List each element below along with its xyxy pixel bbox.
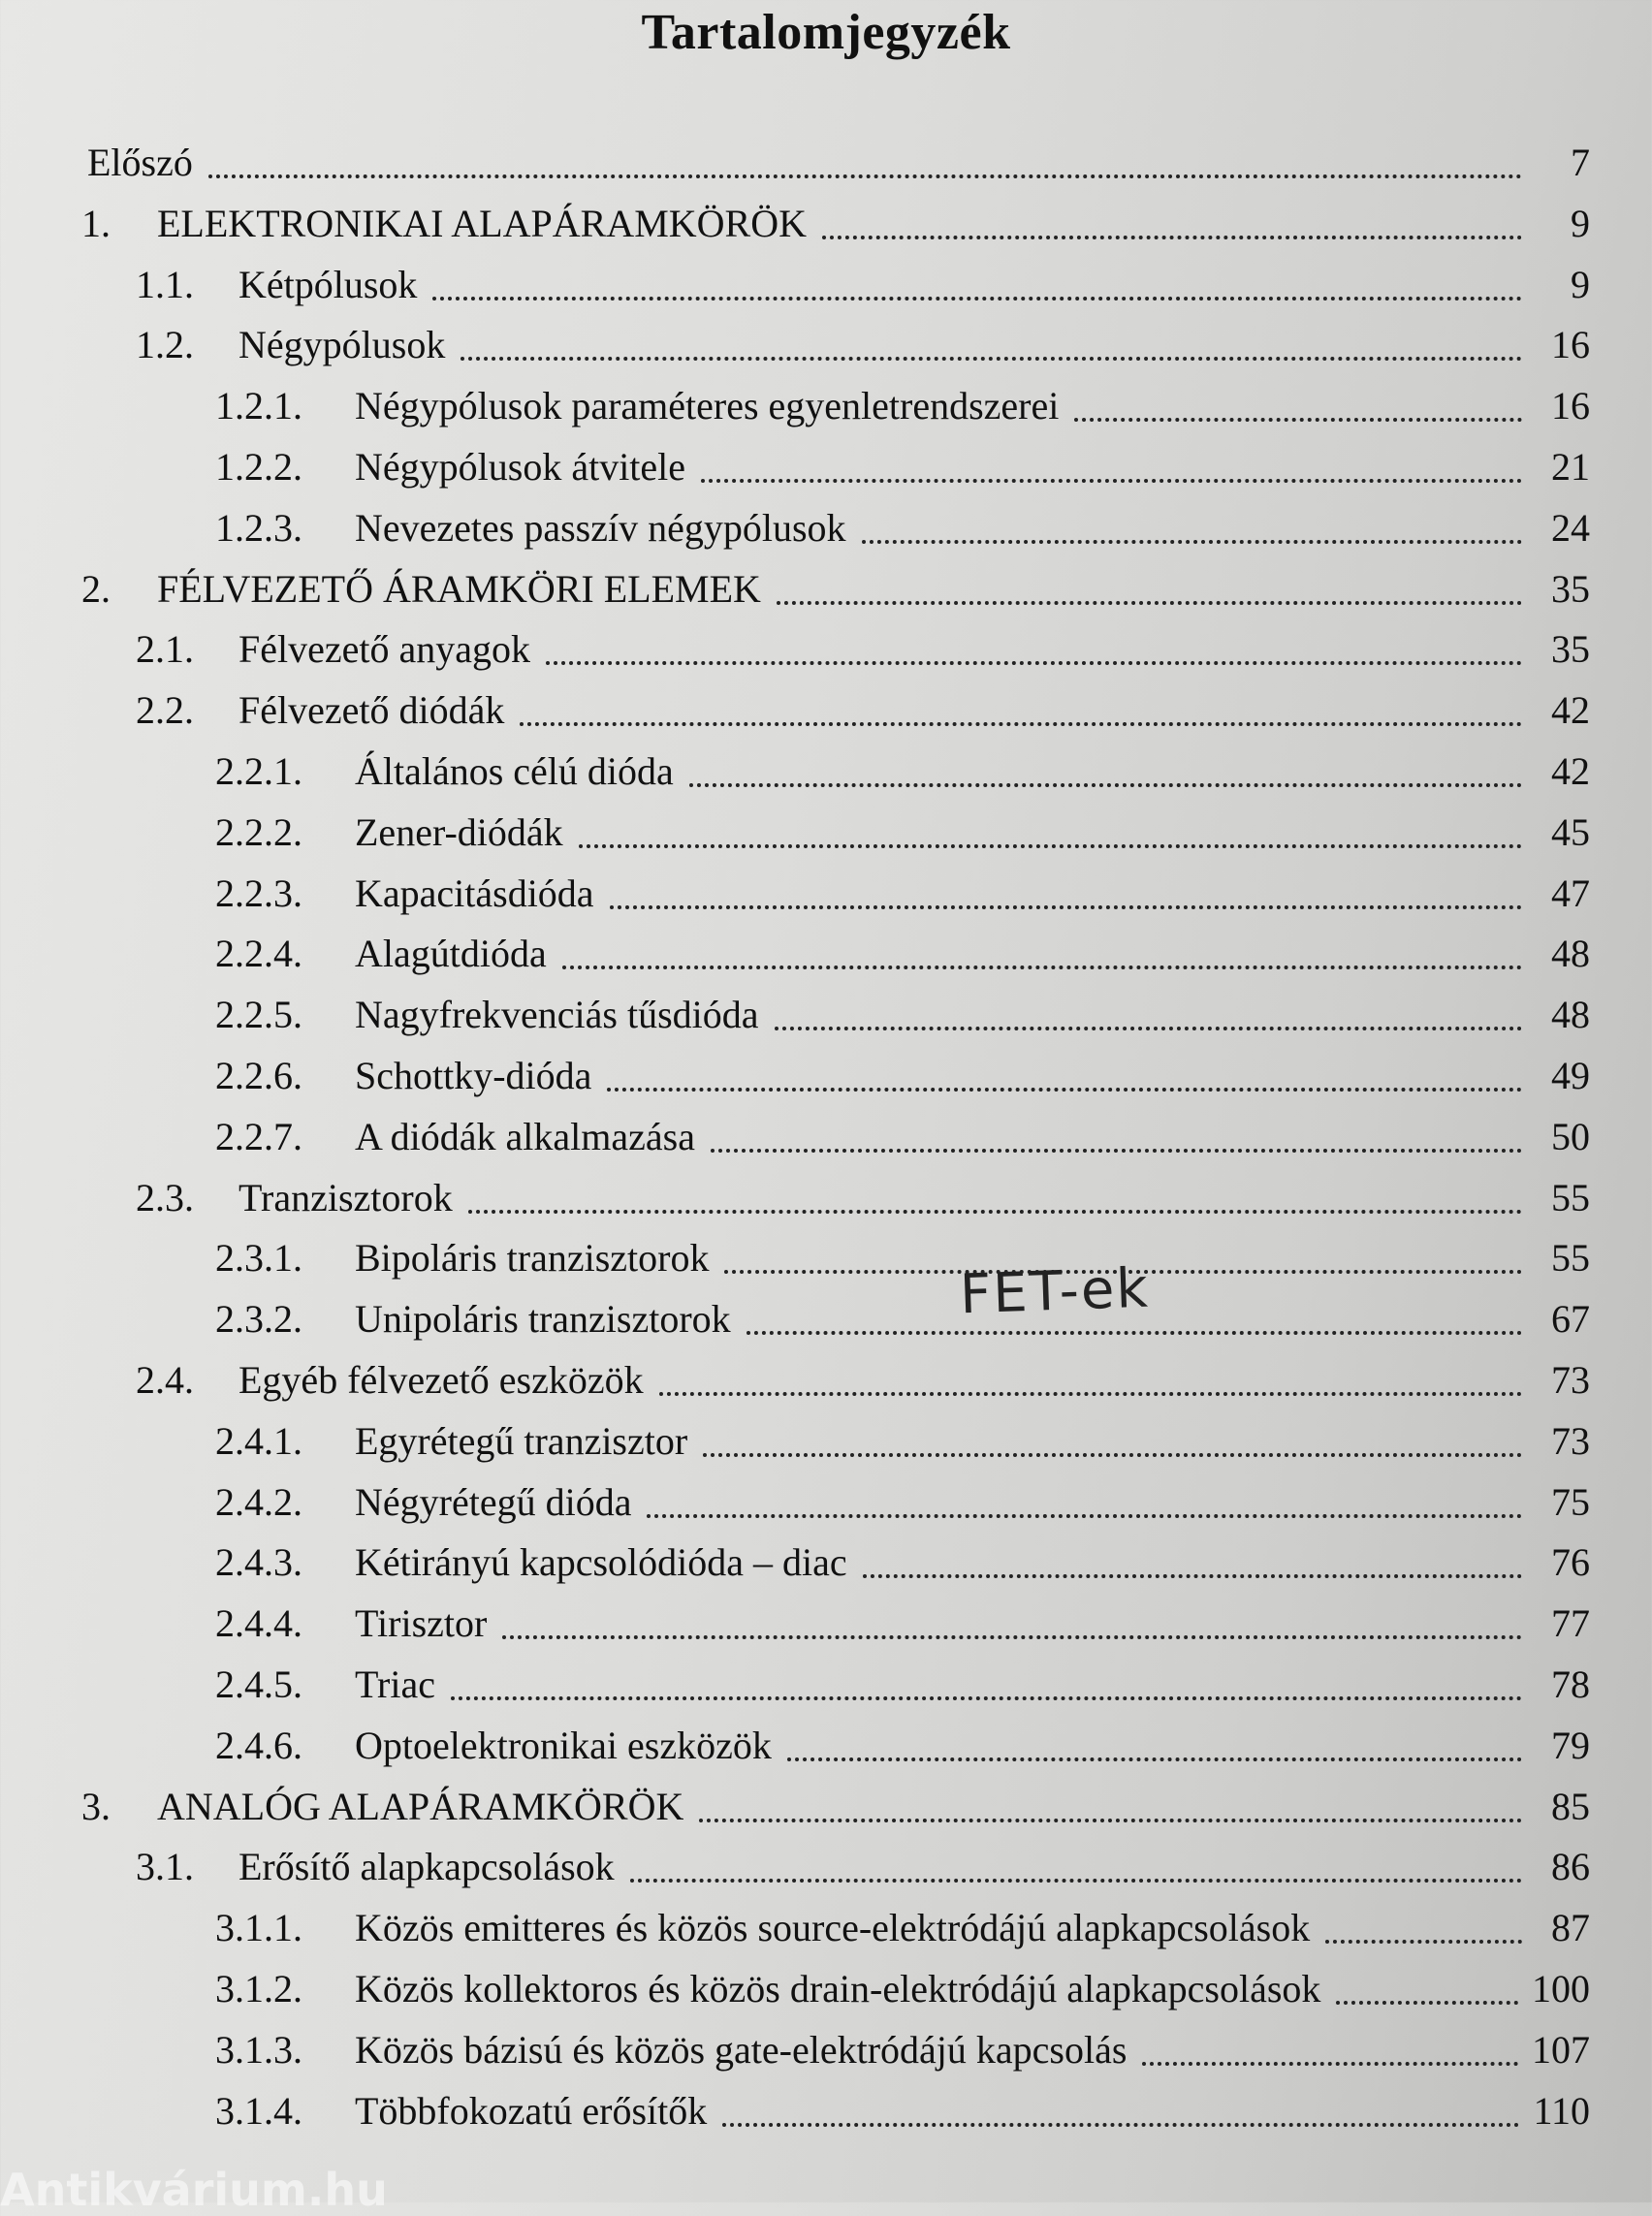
toc-entry-page: 48	[1551, 993, 1590, 1037]
toc-entry-number: 2.2.1.	[215, 749, 302, 793]
dot-leader	[1142, 2062, 1518, 2066]
dot-leader	[722, 2123, 1519, 2127]
toc-entry-number: 2.4.3.	[215, 1540, 302, 1585]
toc-entry-title: Félvezető anyagok	[238, 627, 530, 672]
toc-entry-title: ANALÓG ALAPÁRAMKÖRÖK	[157, 1784, 684, 1828]
page-title: Tartalomjegyzék	[641, 5, 1011, 60]
toc-entry-page: 48	[1551, 932, 1590, 976]
toc-entry-page: 100	[1532, 1967, 1590, 2010]
dot-leader	[1074, 418, 1522, 422]
toc-entry-number: 2.3.1.	[215, 1236, 302, 1281]
toc-entry-page: 50	[1551, 1114, 1590, 1158]
dot-leader	[468, 1210, 1522, 1214]
toc-entry-title: Többfokozatú erősítők	[355, 2088, 708, 2133]
toc-entry-number: 2.2.	[136, 688, 194, 733]
toc-entry-title: Zener-diódák	[355, 809, 563, 854]
toc-entry-number: 2.2.3.	[215, 871, 302, 915]
toc-entry	[215, 1597, 1590, 1651]
dot-leader	[630, 1879, 1522, 1883]
dot-leader	[546, 661, 1522, 665]
dot-leader	[461, 357, 1522, 361]
toc-entry-number: 2.4.1.	[215, 1418, 302, 1463]
toc-entry-title: A diódák alkalmazása	[355, 1114, 695, 1158]
toc-entry	[136, 1171, 1590, 1225]
toc-entry-page: 110	[1533, 2088, 1590, 2133]
toc-entry-number: 2.2.7.	[215, 1114, 302, 1158]
dot-leader	[659, 1392, 1522, 1396]
toc-entry-page: 75	[1551, 1479, 1590, 1524]
toc-entry-page: 107	[1532, 2027, 1590, 2072]
toc-entry-number: 2.	[81, 566, 111, 611]
toc-entry-number: 3.	[81, 1784, 111, 1828]
toc-entry-title: Unipoláris tranzisztorok	[355, 1297, 731, 1342]
toc-entry-number: 1.2.1.	[215, 384, 302, 428]
toc-entry	[215, 1414, 1590, 1469]
toc-entry-title: Négypólusok átvitele	[355, 445, 686, 489]
toc-entry	[136, 683, 1590, 738]
toc-entry-page: 49	[1551, 1054, 1590, 1097]
toc-entry-number: 2.2.4.	[215, 932, 302, 976]
toc-entry-title: Négyrétegű dióda	[355, 1479, 632, 1524]
dot-leader	[432, 297, 1522, 301]
toc-entry-number: 1.2.	[136, 323, 194, 367]
toc-entry-page: 73	[1551, 1358, 1590, 1402]
toc-entry-page: 9	[1571, 262, 1590, 306]
toc-entry-number: 2.3.	[136, 1175, 194, 1219]
toc-entry	[215, 501, 1590, 555]
toc-entry-page: 73	[1551, 1418, 1590, 1463]
toc-entry-title: Alagútdióda	[355, 932, 547, 976]
dot-leader	[647, 1514, 1522, 1518]
toc-entry	[215, 1292, 1590, 1346]
toc-entry	[215, 806, 1590, 860]
toc-entry-page: 55	[1551, 1236, 1590, 1281]
toc-entry-page: 16	[1551, 323, 1590, 367]
toc-entry	[81, 197, 1590, 251]
toc-entry-title: Félvezető diódák	[238, 688, 505, 733]
toc-entry-page: 77	[1551, 1601, 1590, 1646]
toc-entry	[215, 1658, 1590, 1712]
toc-entry-page: 9	[1571, 201, 1590, 245]
toc-entry-number: 2.4.2.	[215, 1479, 302, 1524]
dot-leader	[775, 1027, 1522, 1030]
dot-leader	[863, 1574, 1522, 1578]
toc-entry-title: Egyrétegű tranzisztor	[355, 1418, 688, 1463]
dot-leader	[701, 479, 1522, 483]
toc-entry-number: 1.1.	[136, 262, 194, 306]
toc-entry-number: 2.4.	[136, 1358, 194, 1402]
dot-leader	[451, 1696, 1522, 1700]
toc-entry	[215, 1901, 1590, 1955]
toc-entry-page: 79	[1551, 1723, 1590, 1767]
dot-leader	[562, 966, 1522, 969]
toc-entry-number: 2.2.2.	[215, 809, 302, 854]
dot-leader	[1325, 1940, 1522, 1944]
dot-leader	[862, 540, 1522, 544]
toc-entry-title: Kétpólusok	[238, 262, 418, 306]
dot-leader	[607, 1088, 1522, 1092]
toc-entry	[215, 2023, 1590, 2077]
toc-entry	[215, 1110, 1590, 1164]
toc-entry-page: 86	[1551, 1845, 1590, 1889]
toc-entry-title: Kétirányú kapcsolódióda – diac	[355, 1540, 847, 1585]
toc-entry	[215, 1475, 1590, 1530]
toc-entry-page: 78	[1551, 1662, 1590, 1706]
toc-entry-title: Optoelektronikai eszközök	[355, 1723, 772, 1767]
toc-entry	[215, 744, 1590, 799]
dot-leader	[787, 1757, 1522, 1761]
toc-entry	[215, 927, 1590, 981]
toc-entry	[136, 622, 1590, 677]
dot-leader	[703, 1453, 1522, 1457]
toc-entry	[215, 379, 1590, 433]
toc-entry-title: Közös kollektoros és közös drain-elektródájú alapkapcsolások	[355, 1967, 1321, 2010]
watermark: Antikvárium.hu	[0, 2164, 388, 2216]
toc-entry-number: 3.1.3.	[215, 2027, 302, 2072]
toc-entry-number: 2.4.4.	[215, 1601, 302, 1646]
toc-entry-number: 1.	[81, 201, 111, 245]
toc-entry	[215, 1231, 1590, 1285]
toc-entry-page: 42	[1551, 749, 1590, 793]
toc-entry-title: FÉLVEZETŐ ÁRAMKÖRI ELEMEK	[157, 566, 761, 611]
toc-entry-title: Bipoláris tranzisztorok	[355, 1236, 710, 1281]
dot-leader	[520, 722, 1522, 726]
toc-entry-page: 35	[1551, 627, 1590, 672]
dot-leader	[208, 174, 1522, 178]
toc-entry	[87, 136, 1590, 190]
dot-leader	[699, 1819, 1522, 1822]
toc-entry-page: 85	[1551, 1784, 1590, 1828]
toc-entry	[136, 318, 1590, 372]
toc-entry-page: 55	[1551, 1175, 1590, 1219]
toc-entry-title: Általános célú dióda	[355, 749, 674, 793]
toc-entry	[136, 258, 1590, 312]
toc-entry	[215, 2084, 1590, 2138]
toc-entry-title: Előszó	[87, 141, 193, 184]
dot-leader	[1336, 2001, 1518, 2005]
toc-entry-page: 7	[1571, 141, 1590, 184]
toc-entry-title: Kapacitásdióda	[355, 871, 594, 915]
toc-entry	[215, 988, 1590, 1042]
toc-entry-title: Erősítő alapkapcsolások	[238, 1845, 615, 1889]
toc-entry-page: 76	[1551, 1540, 1590, 1585]
toc-entry-page: 67	[1551, 1297, 1590, 1342]
toc-entry-title: Schottky-dióda	[355, 1054, 592, 1097]
toc-entry-number: 3.1.4.	[215, 2088, 302, 2133]
toc-entry-number: 3.1.	[136, 1845, 194, 1889]
toc-entry-number: 1.2.3.	[215, 505, 302, 550]
toc-entry	[136, 1353, 1590, 1408]
toc-entry	[215, 867, 1590, 921]
toc-entry-page: 16	[1551, 384, 1590, 428]
toc-entry-number: 2.3.2.	[215, 1297, 302, 1342]
toc-entry-title: ELEKTRONIKAI ALAPÁRAMKÖRÖK	[157, 201, 807, 245]
toc-entry	[215, 1535, 1590, 1590]
toc-entry	[136, 1840, 1590, 1894]
toc-entry-title: Nevezetes passzív négypólusok	[355, 505, 846, 550]
toc-entry-number: 1.2.2.	[215, 445, 302, 489]
dot-leader	[711, 1149, 1522, 1153]
toc-entry-page: 24	[1551, 505, 1590, 550]
toc-entry-number: 2.2.5.	[215, 993, 302, 1037]
toc-entry-page: 45	[1551, 809, 1590, 854]
toc-entry	[215, 1962, 1590, 2016]
toc-entry-page: 87	[1551, 1906, 1590, 1950]
dot-leader	[689, 783, 1522, 787]
toc-entry-page: 42	[1551, 688, 1590, 733]
toc-entry-title: Nagyfrekvenciás tűsdióda	[355, 993, 759, 1037]
dot-leader	[777, 601, 1522, 605]
toc-entry-title: Egyéb félvezető eszközök	[238, 1358, 644, 1402]
handwritten-note: FET-ek	[958, 1256, 1151, 1327]
toc-entry-page: 35	[1551, 566, 1590, 611]
toc-entry-title: Közös emitteres és közös source-elektródájú alapkapcsolások	[355, 1906, 1311, 1950]
toc-entry	[81, 562, 1590, 617]
dot-leader	[579, 844, 1522, 848]
toc-entry-title: Tirisztor	[355, 1601, 488, 1646]
toc-entry-number: 2.2.6.	[215, 1054, 302, 1097]
toc-entry-title: Négypólusok	[238, 323, 446, 367]
toc-entry-number: 3.1.1.	[215, 1906, 302, 1950]
toc-entry	[215, 1719, 1590, 1773]
dot-leader	[502, 1635, 1522, 1639]
toc-entry	[215, 440, 1590, 494]
toc-entry-number: 3.1.2.	[215, 1967, 302, 2010]
toc-entry-page: 21	[1551, 445, 1590, 489]
toc-entry-title: Négypólusok paraméteres egyenletrendszerei	[355, 384, 1060, 428]
toc-entry-title: Tranzisztorok	[238, 1175, 453, 1219]
toc-entry-title: Közös bázisú és közös gate-elektródájú kapcsolás	[355, 2027, 1128, 2072]
toc-entry-page: 47	[1551, 871, 1590, 915]
toc-entry-number: 2.4.6.	[215, 1723, 302, 1767]
toc-entry-number: 2.1.	[136, 627, 194, 672]
toc-entry-number: 2.4.5.	[215, 1662, 302, 1706]
toc-entry	[215, 1049, 1590, 1103]
dot-leader	[822, 236, 1522, 239]
dot-leader	[610, 905, 1522, 909]
toc-entry-title: Triac	[355, 1662, 435, 1706]
toc-entry	[81, 1780, 1590, 1834]
dot-leader	[747, 1331, 1522, 1335]
